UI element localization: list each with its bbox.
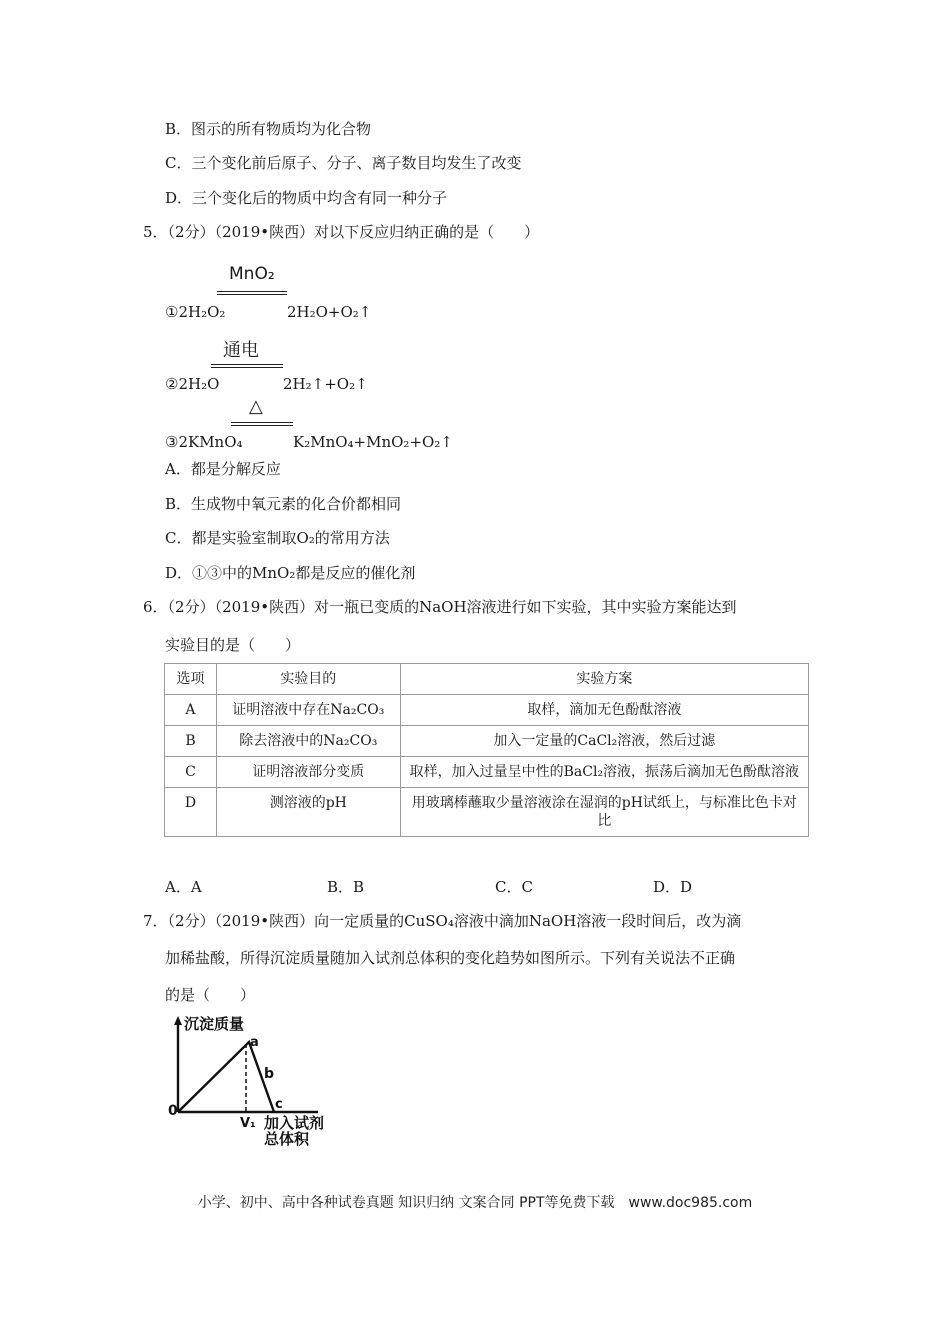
precipitate-graph <box>160 1012 360 1147</box>
q4-option-b: B．图示的所有物质均为化合物 <box>165 120 372 138</box>
page-footer: 小学、初中、高中各种试卷真题 知识归纳 文案合同 PPT等免费下载 www.doc985.com <box>197 1195 753 1211</box>
q6-answer-options <box>165 876 765 896</box>
equation-2 <box>165 334 465 394</box>
q6-answer-a: A．A <box>165 878 202 896</box>
q6-heading: 6．（2分）（2019•陕西）对一瓶已变质的NaOH溶液进行如下实验，其中实验方案能达到 <box>143 598 737 616</box>
graph-point-a: a <box>250 1035 259 1050</box>
graph-point-c: c <box>275 1097 283 1112</box>
q6-heading-cont: 实验目的是（ ） <box>165 636 301 654</box>
equation-2-products: 2H₂↑+O₂↑ <box>283 375 368 393</box>
q6-answer-c: C．C <box>495 878 533 896</box>
q5-option-d: D．①③中的MnO₂都是反应的催化剂 <box>165 564 416 582</box>
q4-option-c: C．三个变化前后原子、分子、离子数目均发生了改变 <box>165 154 522 172</box>
table-row <box>165 757 809 788</box>
q7-heading-cont-1: 加稀盐酸，所得沉淀质量随加入试剂总体积的变化趋势如图所示。下列有关说法不正确 <box>165 949 736 967</box>
graph-y-label: 沉淀质量 <box>184 1015 245 1033</box>
equation-1 <box>165 262 465 322</box>
graph-x-label-2: 总体积 <box>264 1130 310 1147</box>
table-header-row <box>165 664 809 695</box>
table-header-purpose: 实验目的 <box>216 664 400 695</box>
table-cell-purpose: 除去溶液中的Na₂CO₃ <box>216 726 400 757</box>
table-row <box>165 788 809 837</box>
q7-heading-cont-2: 的是（ ） <box>165 986 256 1004</box>
equation-3-products: K₂MnO₄+MnO₂+O₂↑ <box>293 433 453 451</box>
table-cell-plan: 用玻璃棒蘸取少量溶液涂在湿润的pH试纸上，与标准比色卡对比 <box>400 788 808 837</box>
table-cell-option: A <box>165 695 217 726</box>
q5-option-b: B．生成物中氧元素的化合价都相同 <box>165 495 402 513</box>
equation-1-equals <box>217 291 287 295</box>
equation-3 <box>165 392 465 452</box>
table-row <box>165 695 809 726</box>
table-cell-plan: 取样，滴加无色酚酞溶液 <box>400 695 808 726</box>
q5-heading: 5．（2分）（2019•陕西）对以下反应归纳正确的是（ ） <box>143 223 540 241</box>
equation-2-condition: 通电 <box>223 340 259 361</box>
graph-origin: 0 <box>168 1103 178 1119</box>
equation-1-reactants: ①2H₂O₂ <box>165 303 226 321</box>
table-cell-option: D <box>165 788 217 837</box>
table-cell-option: B <box>165 726 217 757</box>
q7-heading: 7．（2分）（2019•陕西）向一定质量的CuSO₄溶液中滴加NaOH溶液一段时间后，改为滴 <box>143 912 742 930</box>
equation-2-reactants: ②2H₂O <box>165 375 220 393</box>
table-cell-option: C <box>165 757 217 788</box>
table-row <box>165 726 809 757</box>
q6-answer-d: D．D <box>653 878 693 896</box>
table-header-option: 选项 <box>165 664 217 695</box>
graph-line <box>178 1042 274 1112</box>
equation-3-condition: △ <box>249 396 263 417</box>
graph-v1: V₁ <box>240 1116 256 1131</box>
graph-x-label-1: 加入试剂 <box>264 1114 325 1132</box>
equation-3-equals <box>231 422 293 426</box>
table-cell-plan: 取样，加入过量呈中性的BaCl₂溶液，振荡后滴加无色酚酞溶液 <box>400 757 808 788</box>
y-axis-arrow-icon <box>174 1016 182 1025</box>
q5-option-a: A．都是分解反应 <box>165 460 281 478</box>
table-cell-plan: 加入一定量的CaCl₂溶液，然后过滤 <box>400 726 808 757</box>
q4-option-d: D．三个变化后的物质中均含有同一种分子 <box>165 189 448 207</box>
experiment-table <box>164 663 809 837</box>
equation-1-condition: MnO₂ <box>229 264 275 284</box>
equation-1-products: 2H₂O+O₂↑ <box>287 303 372 321</box>
table-cell-purpose: 证明溶液中存在Na₂CO₃ <box>216 695 400 726</box>
equation-2-equals <box>211 364 283 368</box>
graph-point-b: b <box>264 1066 275 1082</box>
equation-3-reactants: ③2KMnO₄ <box>165 433 243 451</box>
table-cell-purpose: 证明溶液部分变质 <box>216 757 400 788</box>
q5-option-c: C．都是实验室制取O₂的常用方法 <box>165 529 390 547</box>
table-header-plan: 实验方案 <box>400 664 808 695</box>
q6-answer-b: B．B <box>327 878 365 896</box>
table-cell-purpose: 测溶液的pH <box>216 788 400 837</box>
